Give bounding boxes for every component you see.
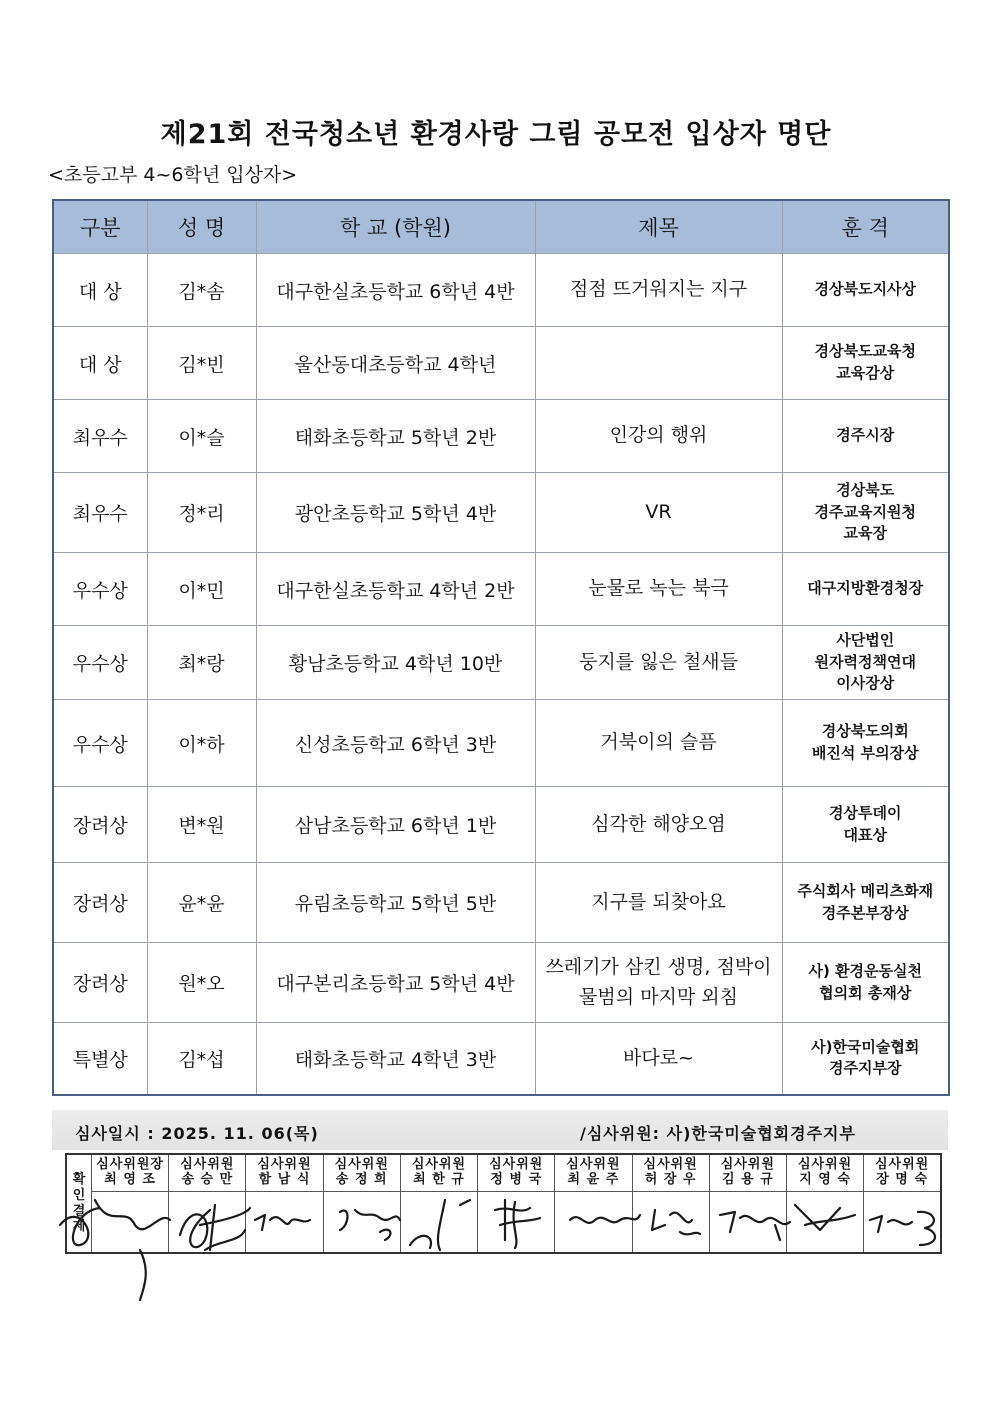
honor-cell-line: 배진석 부의장상 <box>811 744 919 762</box>
award-cell: 우수상 <box>53 553 147 626</box>
title-cell-line: 눈물로 녹는 북극 <box>588 577 729 600</box>
title-cell <box>535 787 782 863</box>
honor-cell-line: 주식회사 메리츠화재 <box>797 881 934 900</box>
title-cell <box>535 700 782 787</box>
judge-role: 심사위원 <box>874 1157 930 1173</box>
honor-cell <box>782 700 949 787</box>
signature-mark <box>340 1210 400 1240</box>
header-honor: 훈 격 <box>782 200 949 254</box>
honor-cell <box>782 943 949 1023</box>
signature-mark <box>180 1205 250 1250</box>
award-cell: 최우수 <box>53 473 147 553</box>
honor-cell-line: 교육감상 <box>836 364 895 382</box>
honor-cell-line: 경상북도지사상 <box>814 280 916 299</box>
name-cell: 변*원 <box>147 787 256 863</box>
school-cell: 대구한실초등학교 4학년 2반 <box>256 553 535 626</box>
school-cell: 유림초등학교 5학년 5반 <box>256 863 535 943</box>
honor-cell-line: 경상투데이 <box>829 803 902 822</box>
honor-cell-line: 협의회 총재상 <box>819 983 912 1002</box>
table-row <box>53 553 949 626</box>
judge-name: 함 남 식 <box>258 1172 311 1187</box>
header-award: 구분 <box>53 200 147 254</box>
honor-cell-line: 사) 환경운동실천 <box>808 961 922 980</box>
honor-cell-line: 원자력정책연대 <box>814 652 916 671</box>
school-cell: 삼남초등학교 6학년 1반 <box>256 787 535 863</box>
signature-mark <box>570 1215 640 1223</box>
name-cell: 이*슬 <box>147 400 256 473</box>
judge-role: 심사위원 <box>257 1157 312 1173</box>
honor-cell-line: 경상북도교육청 <box>814 342 916 361</box>
school-cell: 황남초등학교 4학년 10반 <box>256 626 535 700</box>
judge-role: 심사위원장 <box>96 1157 164 1173</box>
award-cell: 최우수 <box>53 400 147 473</box>
honor-cell <box>782 626 949 700</box>
table-row <box>53 626 949 700</box>
table-row <box>53 700 949 787</box>
honor-cell-line: 사)한국미술협회 <box>811 1037 920 1056</box>
judge-role: 심사위원 <box>566 1157 621 1173</box>
school-cell: 태화초등학교 5학년 2반 <box>256 400 535 473</box>
table-row <box>53 1023 949 1095</box>
title-cell <box>535 1023 782 1095</box>
name-cell: 이*하 <box>147 700 256 787</box>
award-cell: 우수상 <box>53 700 147 787</box>
name-cell: 원*오 <box>147 943 256 1023</box>
award-cell: 우수상 <box>53 626 147 700</box>
signature-mark <box>255 1215 310 1230</box>
honor-cell <box>782 553 949 626</box>
honor-cell <box>782 254 949 327</box>
signature-mark <box>795 1205 855 1230</box>
signature-mark <box>870 1212 935 1245</box>
confirm-char: 확 <box>72 1172 86 1188</box>
title-cell-line: 심각한 해양오염 <box>591 812 726 835</box>
signature-mark <box>495 1200 540 1248</box>
table-row <box>53 943 949 1023</box>
judge-name: 정 병 국 <box>490 1172 543 1187</box>
signature-mark <box>410 1200 470 1250</box>
table-row <box>53 400 949 473</box>
honor-cell <box>782 787 949 863</box>
honor-cell-line: 경상북도의회 <box>821 722 909 741</box>
table-header-row <box>53 200 949 254</box>
signature-mark <box>652 1210 700 1234</box>
judge-role: 심사위원 <box>797 1157 853 1173</box>
honor-cell <box>782 1023 949 1095</box>
school-cell: 태화초등학교 4학년 3반 <box>256 1023 535 1095</box>
review-committee: /심사위원: 사)한국미술협회경주지부 <box>580 1124 856 1143</box>
honor-cell-line: 경상북도 <box>836 480 895 499</box>
title-cell-line: 물범의 마지막 외침 <box>579 985 738 1008</box>
judge-name: 송 승 만 <box>181 1172 234 1187</box>
honor-cell <box>782 327 949 400</box>
award-cell: 대 상 <box>53 327 147 400</box>
title-cell-line: 바다로~ <box>623 1046 694 1069</box>
judge-name: 허 장 우 <box>644 1172 697 1187</box>
school-cell: 대구본리초등학교 5학년 4반 <box>256 943 535 1023</box>
honor-cell-line: 경주교육지원청 <box>814 502 916 521</box>
judge-name: 최 한 규 <box>413 1172 465 1187</box>
judge-name: 김 용 규 <box>721 1172 774 1187</box>
school-cell: 울산동대초등학교 4학년 <box>256 327 535 400</box>
name-cell: 정*리 <box>147 473 256 553</box>
name-cell: 윤*윤 <box>147 863 256 943</box>
judge-role: 심사위원 <box>489 1157 544 1173</box>
document-title: 제21회 전국청소년 환경사랑 그림 공모전 입상자 명단 <box>160 119 832 150</box>
confirm-char: 인 <box>72 1187 86 1203</box>
name-cell: 이*민 <box>147 553 256 626</box>
title-cell <box>535 473 782 553</box>
name-cell: 최*랑 <box>147 626 256 700</box>
award-cell: 장려상 <box>53 863 147 943</box>
school-cell: 신성초등학교 6학년 3반 <box>256 700 535 787</box>
title-cell <box>535 863 782 943</box>
title-cell-line: 둥지를 잃은 철새들 <box>579 650 738 673</box>
judge-role: 심사위원 <box>180 1157 235 1173</box>
honor-cell <box>782 400 949 473</box>
header-name: 성 명 <box>147 200 256 254</box>
title-cell-line: 점점 뜨거워지는 지구 <box>569 278 748 301</box>
title-cell <box>535 327 782 400</box>
judge-name: 지 영 숙 <box>799 1172 851 1187</box>
name-cell: 김*솜 <box>147 254 256 327</box>
judge-name: 최 윤 주 <box>567 1172 620 1187</box>
table-row <box>53 254 949 327</box>
honor-cell-line: 대표상 <box>843 825 887 844</box>
award-cell: 특별상 <box>53 1023 147 1095</box>
award-cell: 장려상 <box>53 943 147 1023</box>
award-cell: 대 상 <box>53 254 147 327</box>
title-cell-line: VR <box>645 500 672 523</box>
name-cell: 김*빈 <box>147 327 256 400</box>
signature-mark <box>720 1212 790 1240</box>
title-cell-line: 거북이의 슬픔 <box>600 731 717 754</box>
judge-role: 심사위원 <box>643 1157 698 1173</box>
judge-role: 심사위원 <box>334 1157 389 1173</box>
handwritten-signatures <box>40 1170 950 1305</box>
confirm-char: 제 <box>72 1219 86 1235</box>
name-cell: 김*섭 <box>147 1023 256 1095</box>
table-row <box>53 787 949 863</box>
title-cell <box>535 553 782 626</box>
honor-cell <box>782 473 949 553</box>
header-title: 제목 <box>535 200 782 254</box>
school-cell: 대구한실초등학교 6학년 4반 <box>256 254 535 327</box>
honor-cell-line: 교육장 <box>843 524 887 543</box>
judge-role: 심사위원 <box>411 1157 467 1173</box>
title-cell-line: 쓰레기가 삼킨 생명, 점박이 <box>545 956 772 979</box>
judge-name: 최 영 조 <box>104 1172 156 1187</box>
table-row <box>53 863 949 943</box>
honor-cell-line: 경주지부장 <box>829 1059 902 1078</box>
judge-role: 심사위원 <box>720 1157 775 1173</box>
winners-table <box>52 199 950 1096</box>
signature-mark <box>60 1200 170 1300</box>
school-cell: 광안초등학교 5학년 4반 <box>256 473 535 553</box>
honor-cell-line: 경주본부장상 <box>821 903 909 922</box>
title-cell <box>535 400 782 473</box>
title-cell-line: 지구를 되찾아요 <box>591 890 726 913</box>
confirm-char: 결 <box>72 1203 86 1219</box>
award-cell: 장려상 <box>53 787 147 863</box>
honor-cell-line: 대구지방환경청장 <box>807 579 924 598</box>
honor-cell <box>782 863 949 943</box>
judge-name: 장 명 숙 <box>876 1172 928 1187</box>
title-cell <box>535 254 782 327</box>
section-subtitle: <초등고부 4~6학년 입상자> <box>48 164 298 186</box>
judge-name: 송 정 희 <box>335 1172 388 1187</box>
table-row <box>53 473 949 553</box>
table-body <box>53 254 949 1095</box>
honor-cell-line: 이사장상 <box>836 674 895 693</box>
review-date: 심사일시 : 2025. 11. 06(목) <box>75 1124 319 1143</box>
honor-cell-line: 경주시장 <box>836 426 895 445</box>
title-cell <box>535 626 782 700</box>
honor-cell-line: 사단법인 <box>836 630 895 649</box>
title-cell <box>535 943 782 1023</box>
title-cell-line: 인강의 행위 <box>609 424 708 447</box>
table-row <box>53 327 949 400</box>
header-school: 학 교 (학원) <box>256 200 535 254</box>
